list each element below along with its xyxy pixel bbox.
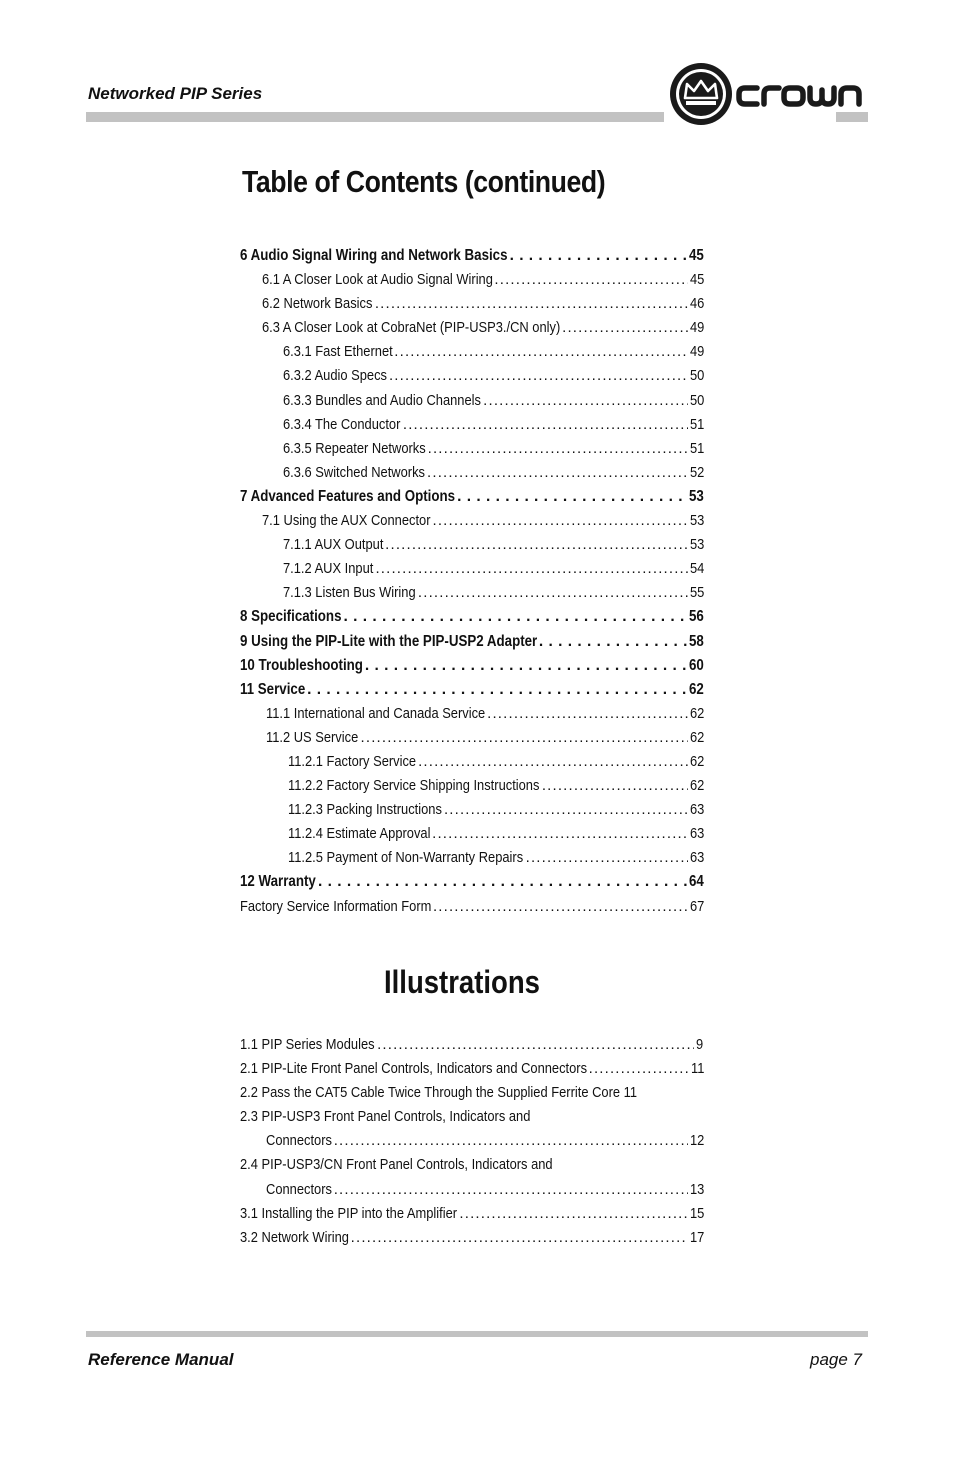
toc-entry <box>240 777 704 801</box>
toc-entry <box>240 753 704 777</box>
toc-entry <box>240 392 704 416</box>
toc-entry-label: 11.1 International and Canada Service <box>266 704 486 722</box>
toc-title: Table of Contents (continued) <box>242 164 606 199</box>
illustration-leader-dots <box>351 1229 688 1246</box>
toc-entry-page: 60 <box>688 656 704 674</box>
toc-entry-label: 11.2.3 Packing Instructions <box>288 801 442 819</box>
toc-leader-dots <box>494 271 688 288</box>
illustrations-title: Illustrations <box>384 964 540 1000</box>
toc-leader-dots <box>483 392 688 409</box>
toc-entry <box>240 367 704 391</box>
toc-entry-page: 63 <box>689 801 705 819</box>
illustration-leader-dots <box>589 1060 689 1077</box>
toc-entry <box>240 849 704 873</box>
toc-entry <box>240 608 704 632</box>
toc-entry-label: 6.3 A Closer Look at CobraNet (PIP-USP3./CN only) <box>262 319 561 337</box>
illustration-entry-page: 9 <box>696 1036 704 1053</box>
toc-entry-page: 52 <box>689 463 705 481</box>
illustration-entry <box>240 1036 704 1060</box>
toc-entry <box>240 512 704 536</box>
footer-page-number: page 7 <box>810 1350 862 1369</box>
toc-entry-label: 12 Warranty <box>240 873 316 891</box>
illustration-entry-label: Connectors <box>266 1132 332 1150</box>
toc-entry-page: 51 <box>689 439 705 457</box>
illustration-leader-dots <box>334 1132 688 1149</box>
toc-entry-label: 6.3.4 The Conductor <box>283 415 401 433</box>
toc-leader-dots <box>526 849 688 866</box>
toc-entry-label: 7.1 Using the AUX Connector <box>262 512 431 530</box>
toc-entry-label: 6.3.6 Switched Networks <box>283 463 425 481</box>
toc-leader-dots <box>427 464 688 481</box>
toc-entry <box>240 343 704 367</box>
toc-leader-dots <box>344 608 687 626</box>
illustration-entry-label: 3.1 Installing the PIP into the Amplifier <box>240 1204 458 1222</box>
toc-entry-page: 49 <box>689 319 705 337</box>
toc-entry <box>240 271 704 295</box>
toc-leader-dots <box>510 247 687 265</box>
illustration-leader-dots <box>334 1181 688 1198</box>
illustration-entry <box>240 1060 704 1084</box>
toc-leader-dots <box>361 729 688 746</box>
toc-entry-page: 63 <box>689 849 705 867</box>
toc-leader-dots <box>539 633 687 651</box>
illustration-entry <box>240 1132 704 1156</box>
illustration-entry <box>240 1156 704 1180</box>
toc-entry-label: 6.3.2 Audio Specs <box>283 367 388 385</box>
footer-rule <box>86 1331 868 1337</box>
toc-entry <box>240 560 704 584</box>
toc-entry <box>240 801 704 825</box>
toc-leader-dots <box>375 295 688 312</box>
toc-entry-page: 50 <box>689 367 705 385</box>
toc-entry <box>240 440 704 464</box>
toc-entry-label: 7.1.1 AUX Output <box>283 536 384 554</box>
toc-leader-dots <box>307 681 687 699</box>
header-rule-left <box>86 112 664 122</box>
toc-entry-page: 50 <box>689 391 705 409</box>
toc-entry-label: 6.3.5 Repeater Networks <box>283 439 426 457</box>
toc-entry <box>240 705 704 729</box>
crown-logo <box>667 60 872 128</box>
toc-leader-dots <box>375 560 688 577</box>
toc-entry-page: 54 <box>689 560 705 578</box>
toc-entry-label: 7.1.2 AUX Input <box>283 560 374 578</box>
toc-entry <box>240 488 704 512</box>
toc-entry-label: 11.2.5 Payment of Non-Warranty Repairs <box>288 849 524 867</box>
toc-leader-dots <box>389 367 688 384</box>
toc-entry-page: 64 <box>688 873 704 891</box>
toc-entry-page: 55 <box>689 584 705 602</box>
toc-entry-label: 11.2 US Service <box>266 728 359 746</box>
toc-leader-dots <box>394 343 688 360</box>
illustration-entry <box>240 1084 704 1108</box>
toc-entry-label: Factory Service Information Form <box>240 897 432 915</box>
toc-entry-page: 53 <box>689 512 705 530</box>
toc-leader-dots <box>433 898 688 915</box>
toc-entry <box>240 295 704 319</box>
footer-manual-title: Reference Manual <box>88 1350 234 1369</box>
toc-leader-dots <box>542 777 688 794</box>
toc-entry-page: 51 <box>689 415 705 433</box>
toc-entry-label: 11 Service <box>240 680 306 698</box>
toc-entry <box>240 416 704 440</box>
toc-entry-label: 9 Using the PIP-Lite with the PIP-USP2 Adapter <box>240 632 538 650</box>
toc-entry-page: 62 <box>689 728 705 746</box>
toc-entry <box>240 873 704 897</box>
toc-entry <box>240 464 704 488</box>
toc-entry <box>240 319 704 343</box>
toc-leader-dots <box>428 440 688 457</box>
toc-leader-dots <box>432 825 688 842</box>
illustration-entry-page: 11 <box>691 1060 705 1078</box>
toc-entry <box>240 633 704 657</box>
illustration-entry <box>240 1229 704 1253</box>
crown-icon <box>667 60 872 128</box>
toc-entry <box>240 247 704 271</box>
toc-leader-dots <box>365 657 687 675</box>
toc-leader-dots <box>385 536 688 553</box>
toc-entry-label: 11.2.1 Factory Service <box>288 752 417 770</box>
illustrations-list <box>240 1036 704 1253</box>
illustration-entry-page: 15 <box>689 1204 705 1222</box>
illustration-entry-label: 2.3 PIP-USP3 Front Panel Controls, Indicators and <box>240 1108 531 1126</box>
toc-leader-dots <box>418 753 688 770</box>
toc-entry <box>240 536 704 560</box>
header-series-title: Networked PIP Series <box>88 84 263 103</box>
toc-entry-page: 56 <box>688 608 704 626</box>
toc-leader-dots <box>562 319 688 336</box>
illustration-entry <box>240 1108 704 1132</box>
toc-entry-label: 7.1.3 Listen Bus Wiring <box>283 584 416 602</box>
toc-entry-label: 11.2.4 Estimate Approval <box>288 825 431 843</box>
toc-entry-page: 62 <box>689 777 705 795</box>
toc-entry-page: 49 <box>689 343 705 361</box>
toc-entry-page: 53 <box>689 536 705 554</box>
illustration-entry-label: 2.4 PIP-USP3/CN Front Panel Controls, Indicators and <box>240 1156 553 1174</box>
toc-leader-dots <box>444 801 688 818</box>
toc-entry-label: 6.3.1 Fast Ethernet <box>283 343 393 361</box>
toc-entry <box>240 729 704 753</box>
toc-leader-dots <box>457 488 687 506</box>
illustration-entry-label: 3.2 Network Wiring <box>240 1228 349 1246</box>
illustration-entry-label: 2.2 Pass the CAT5 Cable Twice Through the Supplied Ferrite Core 11 <box>240 1084 638 1102</box>
toc-list <box>240 247 704 922</box>
toc-entry-label: 6.2 Network Basics <box>262 295 373 313</box>
illustration-leader-dots <box>459 1205 688 1222</box>
toc-entry-page: 46 <box>689 295 705 313</box>
toc-entry <box>240 898 704 922</box>
toc-entry-page: 45 <box>688 247 704 264</box>
illustration-entry-page: 17 <box>689 1228 705 1246</box>
toc-leader-dots <box>432 512 687 529</box>
toc-entry-label: 6 Audio Signal Wiring and Network Basics <box>240 247 508 264</box>
illustration-entry-label: 1.1 PIP Series Modules <box>240 1036 375 1053</box>
toc-entry <box>240 657 704 681</box>
toc-entry-label: 8 Specifications <box>240 608 342 626</box>
toc-entry-label: 11.2.2 Factory Service Shipping Instructions <box>288 777 540 795</box>
toc-entry-page: 62 <box>688 680 704 698</box>
illustration-leader-dots <box>377 1036 694 1053</box>
toc-entry-page: 62 <box>689 704 705 722</box>
toc-entry-page: 62 <box>689 752 705 770</box>
toc-entry-label: 6.1 A Closer Look at Audio Signal Wiring <box>262 271 493 289</box>
toc-leader-dots <box>318 873 687 891</box>
toc-entry-page: 67 <box>689 897 705 915</box>
illustration-entry <box>240 1205 704 1229</box>
illustration-entry-label: Connectors <box>266 1180 332 1198</box>
toc-entry-label: 10 Troubleshooting <box>240 656 363 674</box>
toc-leader-dots <box>403 416 688 433</box>
toc-entry-page: 58 <box>688 632 704 650</box>
illustration-entry <box>240 1181 704 1205</box>
toc-entry <box>240 584 704 608</box>
toc-entry <box>240 681 704 705</box>
toc-leader-dots <box>487 705 688 722</box>
toc-entry-page: 63 <box>689 825 705 843</box>
illustration-entry-page: 13 <box>689 1180 705 1198</box>
toc-entry-label: 6.3.3 Bundles and Audio Channels <box>283 391 481 409</box>
illustration-entry-page: 12 <box>689 1132 705 1150</box>
illustration-entry-label: 2.1 PIP-Lite Front Panel Controls, Indicators and Connectors <box>240 1060 588 1078</box>
toc-entry-page: 53 <box>688 487 704 505</box>
toc-entry-page: 45 <box>689 271 705 289</box>
toc-entry-label: 7 Advanced Features and Options <box>240 487 456 505</box>
toc-entry <box>240 825 704 849</box>
toc-leader-dots <box>418 584 688 601</box>
